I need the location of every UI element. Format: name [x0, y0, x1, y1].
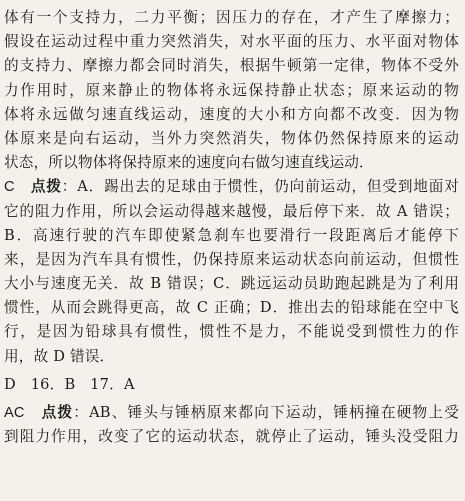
answer-label: AC	[4, 405, 25, 421]
answer-block-18	[4, 401, 459, 449]
text-line: 大小与速度无关．故 B 错误；C．跳远运动员助跑起跳是为了利用	[4, 275, 459, 293]
text-line: 的支持力、摩擦力都会同时消失，根据牛顿第一定律，物体不受外	[4, 57, 459, 75]
text-line: B．高速行驶的汽车即使紧急刹车也要滑行一段距离后才能停下	[4, 226, 459, 244]
text-line: 惯性，从而会跳得更高，故 C 正确；D．推出去的铅球能在空中飞	[4, 299, 459, 317]
text-segment: ：AB、锤头与锤柄原来都向下运动，锤柄撞在硬物上受	[73, 404, 459, 421]
text-line: 体将永远做匀速直线运动，速度的大小和方向都不改变．因为物	[4, 105, 459, 123]
text-line: 到阻力作用，改变了它的运动状态，就停止了运动，锤头没受阻力	[4, 428, 459, 446]
answer-first-line	[4, 175, 459, 199]
text-line: 用，故 D 错误．	[4, 347, 115, 365]
answer-label: C	[4, 179, 15, 196]
answer-first-line	[4, 401, 459, 425]
text-line: 假设在运动过程中重力突然消失，对水平面的压力、水平面对物体	[4, 33, 459, 51]
text-line: 来，是因为汽车具有惯性，仍保持原来运动状态向前运动，但惯性	[4, 250, 459, 268]
paragraph-explanation	[4, 6, 459, 175]
text-line: 状态，所以物体将保持原来的速度向右做匀速直线运动．	[4, 154, 374, 172]
answer-block-15	[4, 175, 459, 369]
hint-label: 点拨	[41, 404, 74, 421]
hint-label: 点拨	[30, 178, 62, 196]
text-line: 体原来是向右运动，当外力突然消失，物体仍然保持原来的运动	[4, 129, 459, 147]
text-line: 力作用时，原来静止的物体将永远保持静止状态；原来运动的物	[4, 81, 459, 99]
text-segment: ：A．踢出去的足球由于惯性，仍向前运动，但受到地面对	[61, 178, 459, 196]
answers-line: D 16．B 17．A	[4, 375, 135, 393]
text-line: 行，是因为铅球具有惯性，惯性不是力，不能说受到惯性力的作	[4, 323, 459, 341]
text-line: 体有一个支持力，二力平衡；因压力的存在，才产生了摩擦力；	[4, 9, 459, 26]
text-line: 它的阻力作用，所以会运动得越来越慢，最后停下来．故 A 错误；	[4, 202, 459, 220]
